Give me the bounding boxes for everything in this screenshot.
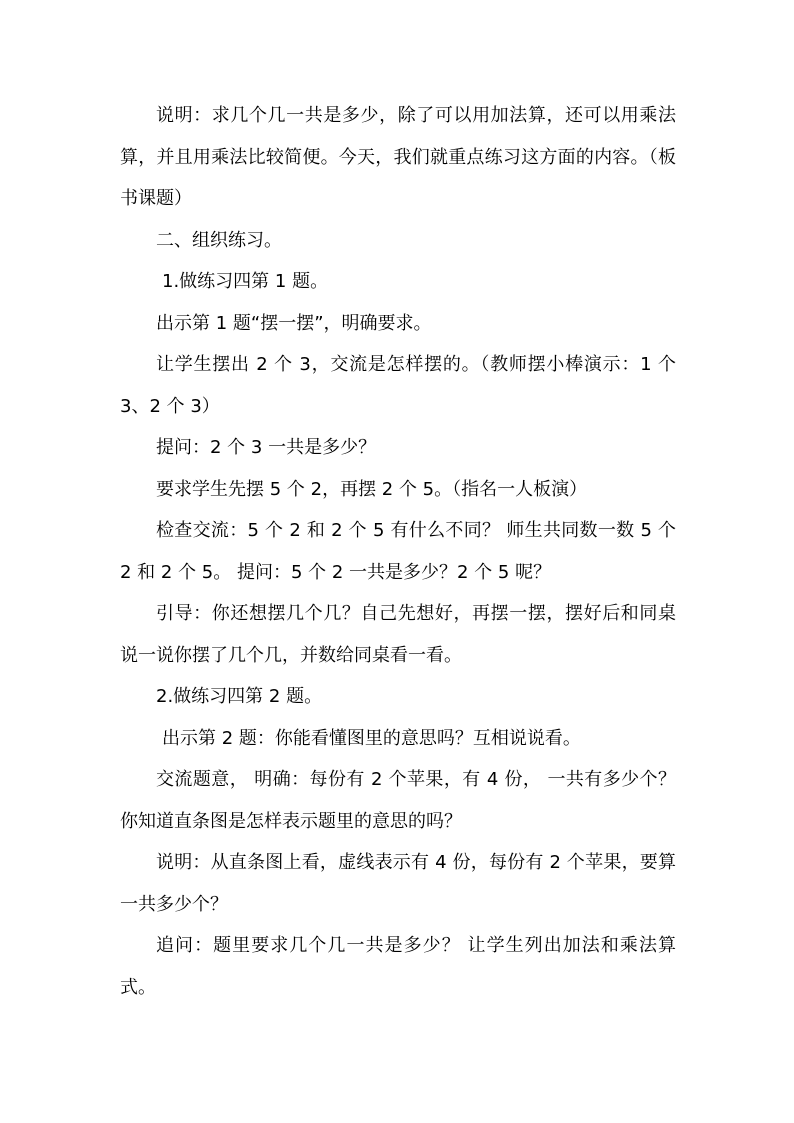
document-body bbox=[120, 95, 676, 1008]
paragraph-show-exercise-1: 出示第 1 题“摆一摆”，明确要求。 bbox=[156, 312, 432, 334]
paragraph-question-1: 提问：2 个 3 一共是多少？ bbox=[156, 437, 377, 458]
paragraph-explanation-1: 说明：求几个几一共是多少，除了可以用加法算，还可以用乘法算，并且用乘法比较简便。今天，我们就重点练习这方面的内容。（板书课题） bbox=[120, 105, 676, 209]
paragraph-exercise-2: 2.做练习四第 2 题。 bbox=[156, 686, 323, 707]
section-heading-organize-practice: 二、组织练习。 bbox=[156, 229, 282, 251]
paragraph-guide: 引导：你还想摆几个几？自己先想好，再摆一摆，摆好后和同桌说一说你摆了几个几，并数给同桌看一看。 bbox=[120, 603, 676, 666]
paragraph-exchange-meaning: 交流题意， 明确：每份有 2 个苹果，有 4 份， 一共有多少个？你知道直条图是怎样表示题里的意思的吗？ bbox=[120, 769, 676, 832]
paragraph-check-exchange: 检查交流：5 个 2 和 2 个 5 有什么不同？ 师生共同数一数 5 个 2 和 2 个 5。 提问：5 个 2 一共是多少？2 个 5 呢？ bbox=[120, 520, 676, 583]
paragraph-follow-up-question: 追问：题里要求几个几一共是多少？ 让学生列出加法和乘法算式。 bbox=[120, 935, 676, 998]
paragraph-show-exercise-2: 出示第 2 题：你能看懂图里的意思吗？互相说说看。 bbox=[162, 727, 581, 749]
paragraph-exercise-1: 1.做练习四第 1 题。 bbox=[162, 271, 329, 292]
paragraph-students-arrange: 让学生摆出 2 个 3，交流是怎样摆的。（教师摆小棒演示：1 个 3、2 个 3） bbox=[120, 354, 676, 417]
paragraph-requirement: 要求学生先摆 5 个 2，再摆 2 个 5。（指名一人板演） bbox=[156, 478, 588, 500]
paragraph-explanation-2: 说明：从直条图上看，虚线表示有 4 份，每份有 2 个苹果，要算一共多少个？ bbox=[120, 852, 676, 915]
